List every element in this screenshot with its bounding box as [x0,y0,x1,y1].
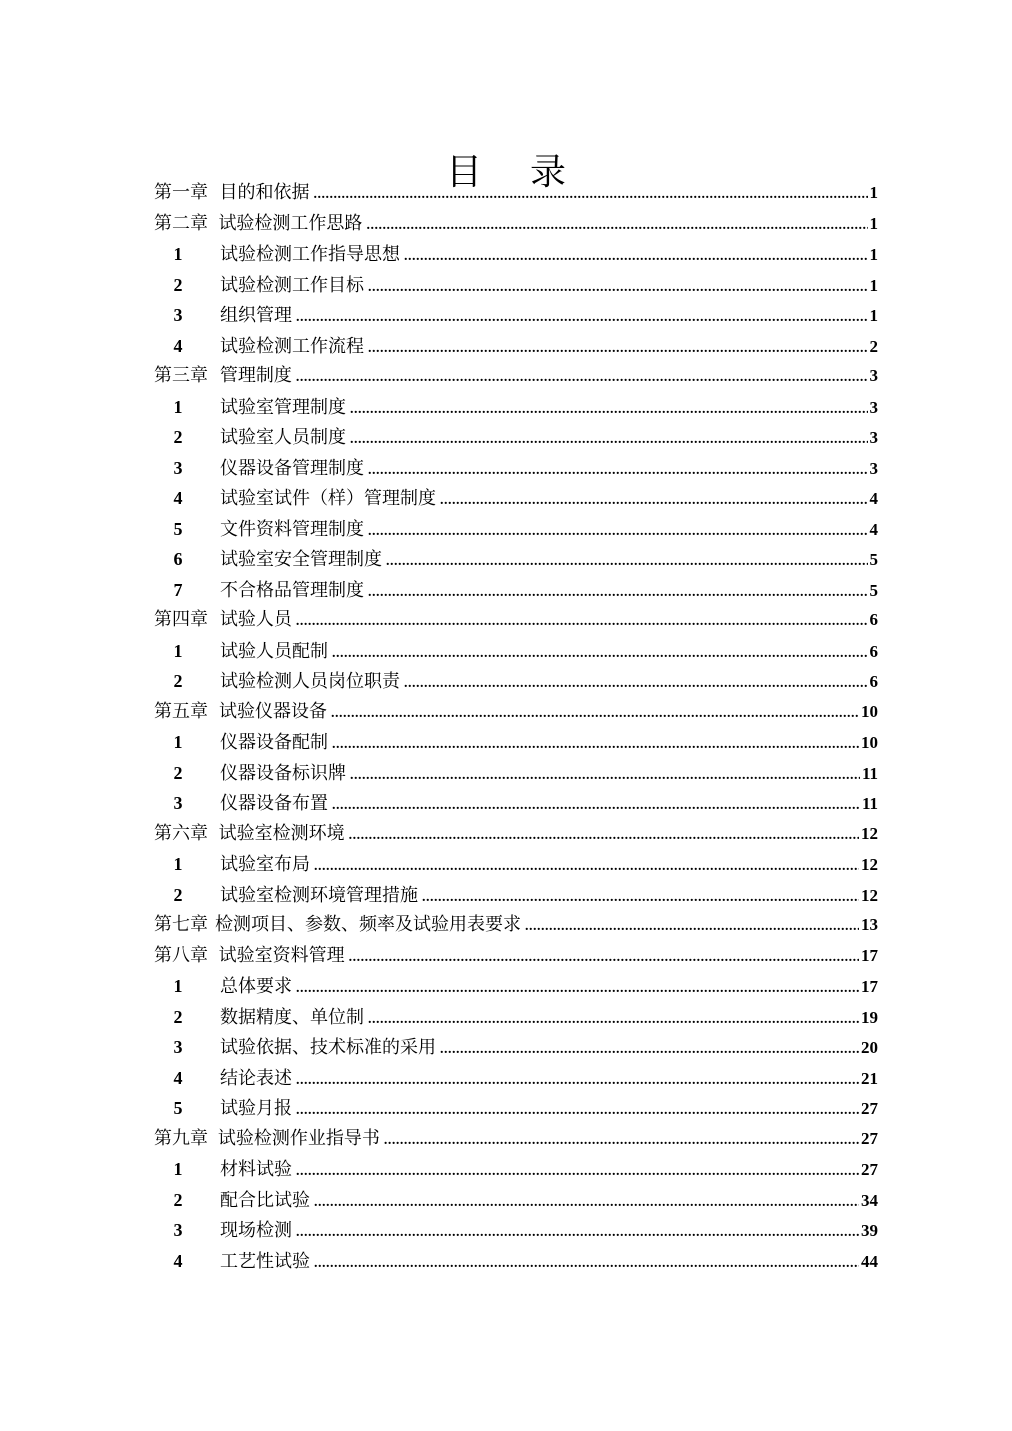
toc-section-entry[interactable] [154,544,878,575]
toc-entry-title: 试验室检测环境管理措施 [220,884,418,906]
toc-chapter-entry[interactable] [154,178,878,209]
toc-entry-title: 试验室试件（样）管理制度 [220,488,436,509]
toc-section-number: 2 [173,274,183,295]
toc-entry-title: 总体要求 [220,976,292,997]
toc-dot-leader [368,456,868,487]
toc-section-number: 2 [173,884,183,905]
toc-dot-leader [296,607,868,638]
toc-section-number: 2 [173,1189,183,1210]
toc-chapter-entry[interactable] [154,1124,878,1155]
toc-entry-title: 试验人员配制 [220,640,328,662]
toc-page-number: 27 [861,1160,878,1179]
toc-dot-leader [384,1126,859,1157]
toc-section-entry[interactable] [154,300,878,331]
toc-dot-leader [404,669,868,700]
toc-entry-title: 不合格品管理制度 [220,579,364,601]
toc-section-number: 3 [173,1037,183,1057]
toc-entry-title: 工艺性试验 [220,1250,310,1272]
toc-section-entry[interactable] [154,849,878,880]
toc-page-number: 17 [861,977,878,996]
toc-dot-leader [368,334,868,365]
toc-chapter-number: 第一章 [154,182,208,203]
toc-section-entry[interactable] [154,1093,878,1124]
toc-chapter-number: 第五章 [154,700,208,722]
toc-section-entry[interactable] [154,392,878,423]
toc-entry-title: 检测项目、参数、频率及试验用表要求 [214,914,521,935]
toc-dot-leader [296,363,868,394]
toc-section-entry[interactable] [154,270,878,301]
toc-section-entry[interactable] [154,880,878,911]
toc-page-number: 5 [869,580,878,600]
toc-entry-title: 试验检测作业指导书 [217,1127,380,1149]
toc-page-number: 3 [869,366,878,385]
toc-dot-leader [314,1249,859,1280]
toc-section-number: 4 [173,335,183,356]
toc-entry-title: 试验室布局 [220,854,310,875]
toc-chapter-number: 第八章 [154,944,208,966]
toc-page-number: 6 [869,641,878,661]
toc-section-number: 3 [173,457,183,478]
toc-chapter-number: 第六章 [154,822,208,844]
toc-section-number-wrap [154,1154,220,1186]
toc-section-entry[interactable] [154,483,878,514]
toc-dot-leader [296,1066,859,1097]
toc-section-number: 1 [173,976,183,996]
toc-dot-leader [525,912,859,943]
toc-entry-title: 仪器设备布置 [220,793,328,814]
toc-section-number-wrap [154,453,220,485]
toc-section-number-wrap [154,880,220,912]
toc-page-number: 12 [861,823,878,843]
toc-section-number-wrap [154,422,220,454]
toc-dot-leader [440,486,868,517]
toc-page-number: 44 [861,1251,878,1271]
toc-page-number: 17 [861,945,878,965]
toc-chapter-number: 第九章 [154,1127,208,1149]
toc-page-number: 4 [869,519,878,539]
toc-page-number: 5 [869,550,878,569]
toc-section-number: 4 [173,488,183,508]
toc-section-entry[interactable] [154,1154,878,1185]
toc-section-entry[interactable] [154,1215,878,1246]
toc-section-number-wrap [154,849,220,881]
toc-page-number: 11 [861,794,878,813]
toc-section-entry[interactable] [154,666,878,697]
toc-chapter-entry[interactable] [154,361,878,392]
toc-page-number: 1 [869,245,878,264]
toc-dot-leader [349,943,859,974]
toc-section-entry[interactable] [154,758,878,789]
toc-section-entry[interactable] [154,1185,878,1216]
toc-page-number: 27 [861,1099,878,1118]
toc-section-number: 6 [173,549,183,569]
toc-section-entry[interactable] [154,636,878,667]
toc-dot-leader [332,730,859,761]
toc-page-number: 12 [861,855,878,874]
toc-section-number-wrap [154,971,220,1003]
toc-section-number-wrap [154,270,220,302]
toc-page-number: 34 [861,1190,878,1210]
toc-chapter-entry[interactable] [154,209,878,240]
toc-section-entry[interactable] [154,239,878,270]
toc-section-number-wrap [154,575,220,607]
toc-dot-leader [314,180,868,211]
toc-page-number: 4 [869,489,878,508]
toc-dot-leader [332,791,860,822]
toc-page-number: 6 [869,672,878,691]
toc-entry-title: 材料试验 [220,1159,292,1180]
toc-section-entry[interactable] [154,575,878,606]
toc-dot-leader [349,821,859,852]
toc-section-number-wrap [154,331,220,363]
toc-dot-leader [350,761,860,792]
toc-entry-title: 试验室管理制度 [220,396,346,418]
toc-section-number: 3 [173,793,183,813]
toc-section-number-wrap [154,514,220,546]
toc-dot-leader [366,211,867,242]
toc-entry-title: 试验室检测环境 [218,822,345,844]
toc-section-number-wrap [154,1032,220,1064]
toc-section-number-wrap [154,392,220,424]
toc-section-number: 5 [173,518,183,539]
toc-page-number: 1 [869,183,878,202]
toc-section-entry[interactable] [154,1063,878,1094]
toc-dot-leader [332,639,868,670]
toc-entry-title: 试验检测工作流程 [220,335,364,357]
toc-page-number: 19 [861,1007,878,1027]
toc-section-number-wrap [154,239,220,271]
toc-section-number-wrap [154,1185,220,1217]
toc-dot-leader [368,1005,859,1036]
toc-entry-title: 管理制度 [219,365,292,386]
toc-section-number: 1 [173,854,183,874]
toc-section-number: 2 [173,762,183,783]
toc-section-number: 2 [173,1006,183,1027]
toc-dot-leader [350,395,868,426]
toc-page-number: 13 [861,915,878,934]
toc-chapter-entry[interactable] [154,605,878,636]
toc-entry-title: 组织管理 [220,305,292,326]
toc-dot-leader [368,273,868,304]
toc-dot-leader [368,578,868,609]
toc-section-number-wrap [154,758,220,790]
toc-chapter-entry[interactable] [154,941,878,972]
toc-section-number-wrap [154,1215,220,1247]
toc-entry-title: 试验室安全管理制度 [220,549,382,570]
toc-entry-title: 试验检测人员岗位职责 [220,671,400,692]
toc-entry-title: 试验室人员制度 [220,427,346,448]
toc-page-number: 10 [861,701,878,721]
toc-chapter-number: 第七章 [154,914,208,935]
toc-section-number-wrap [154,666,220,698]
toc-page-number: 21 [861,1068,878,1088]
toc-section-number: 1 [173,640,183,661]
toc-entry-title: 结论表述 [220,1067,292,1089]
toc-entry-title: 目的和依据 [219,182,310,203]
toc-section-number-wrap [154,1246,220,1278]
toc-section-number: 3 [173,305,183,325]
toc-page-number: 3 [869,458,878,478]
toc-section-number: 1 [173,244,183,264]
toc-section-number-wrap [154,727,220,759]
toc-dot-leader [314,1188,859,1219]
toc-entry-title: 仪器设备标识牌 [220,762,346,784]
toc-section-number: 5 [173,1098,183,1118]
toc-page-number: 11 [861,763,878,783]
toc-section-number-wrap [154,636,220,668]
toc-section-number-wrap [154,1063,220,1095]
table-of-contents [154,178,878,1276]
toc-page-number: 10 [861,733,878,752]
toc-dot-leader [350,425,868,456]
toc-entry-title: 数据精度、单位制 [220,1006,364,1028]
toc-entry-title: 试验检测工作目标 [220,274,364,296]
toc-chapter-entry[interactable] [154,697,878,728]
toc-page-number: 2 [869,336,878,356]
toc-section-entry[interactable] [154,727,878,758]
toc-section-entry[interactable] [154,1002,878,1033]
toc-section-entry[interactable] [154,422,878,453]
toc-section-number-wrap [154,1093,220,1125]
toc-entry-title: 试验月报 [220,1098,292,1119]
toc-page-number: 39 [861,1221,878,1240]
toc-section-number: 3 [173,1220,183,1240]
toc-section-entry[interactable] [154,1246,878,1277]
toc-section-entry[interactable] [154,1032,878,1063]
toc-section-number-wrap [154,788,220,820]
toc-section-number-wrap [154,300,220,332]
toc-entry-title: 仪器设备配制 [220,732,328,753]
toc-page-number: 3 [869,397,878,417]
toc-entry-title: 仪器设备管理制度 [220,457,364,479]
toc-section-entry[interactable] [154,514,878,545]
toc-section-entry[interactable] [154,331,878,362]
toc-dot-leader [296,1218,859,1249]
toc-entry-title: 试验室资料管理 [218,944,345,966]
toc-page-number: 1 [869,213,878,233]
toc-dot-leader [314,852,859,883]
toc-dot-leader [404,242,868,273]
toc-section-number: 7 [173,579,183,600]
toc-page-number: 20 [861,1038,878,1057]
toc-chapter-entry[interactable] [154,819,878,850]
toc-section-entry[interactable] [154,453,878,484]
toc-page-number: 6 [869,610,878,629]
toc-entry-title: 文件资料管理制度 [220,518,364,540]
toc-page-number: 1 [869,306,878,325]
toc-chapter-number: 第三章 [154,365,208,386]
toc-page-number: 1 [869,275,878,295]
toc-page-number: 12 [861,885,878,905]
toc-section-number: 1 [173,396,183,417]
toc-section-number: 4 [173,1067,183,1088]
toc-chapter-number: 第四章 [154,609,208,630]
toc-dot-leader [422,883,859,914]
toc-section-number: 1 [173,1159,183,1179]
toc-dot-leader [296,1157,859,1188]
toc-chapter-number: 第二章 [154,212,208,234]
title-char-left: 目 [445,152,482,194]
toc-section-entry[interactable] [154,971,878,1002]
title-char-right: 录 [530,152,567,194]
toc-section-number: 4 [173,1250,183,1271]
toc-page-number: 27 [861,1128,878,1148]
toc-dot-leader [296,974,859,1005]
toc-entry-title: 现场检测 [220,1220,292,1241]
toc-section-number-wrap [154,483,220,515]
toc-dot-leader [331,699,859,730]
toc-chapter-entry[interactable] [154,910,878,941]
toc-entry-title: 试验依据、技术标准的采用 [220,1037,436,1058]
toc-entry-title: 试验检测工作指导思想 [220,244,400,265]
toc-entry-title: 配合比试验 [220,1189,310,1211]
toc-entry-title: 试验检测工作思路 [218,212,363,234]
toc-page-number: 3 [869,428,878,447]
toc-dot-leader [386,547,868,578]
toc-section-entry[interactable] [154,788,878,819]
toc-section-number-wrap [154,544,220,576]
toc-entry-title: 试验仪器设备 [219,700,327,722]
toc-dot-leader [296,303,868,334]
toc-section-number-wrap [154,1002,220,1034]
toc-section-number: 2 [173,671,183,691]
toc-dot-leader [296,1096,859,1127]
toc-dot-leader [368,517,868,548]
toc-entry-title: 试验人员 [219,609,292,630]
toc-dot-leader [440,1035,859,1066]
toc-section-number: 1 [173,732,183,752]
toc-section-number: 2 [173,427,183,447]
